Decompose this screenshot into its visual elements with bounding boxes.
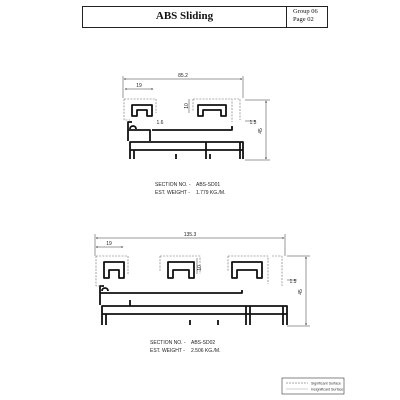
weight-value-2: 2.506 KG./M. xyxy=(191,348,221,354)
profile-abs-sd01 xyxy=(123,73,270,196)
profile-abs-sd02 xyxy=(95,232,310,354)
dim-height-2: 45 xyxy=(298,289,304,295)
dim-15-1: 1.5 xyxy=(249,120,257,126)
section-value-2: ABS-SD02 xyxy=(191,340,216,346)
dim-width-2: 135.3 xyxy=(183,232,197,238)
weight-label-2: EST. WEIGHT - xyxy=(150,348,185,354)
weight-label-1: EST. WEIGHT - xyxy=(155,190,190,196)
group-label: Group 06 xyxy=(293,8,318,15)
page-label: Page 02 xyxy=(293,15,314,23)
dim-19-2: 19 xyxy=(106,241,112,247)
profile-outline-2 xyxy=(100,262,287,325)
section-label-2: SECTION NO. - xyxy=(150,340,186,346)
weight-value-1: 1.779 KG./M. xyxy=(196,190,226,196)
profile-outline-1 xyxy=(128,105,243,159)
dim-width-1: 85.2 xyxy=(178,73,188,79)
dim-10-1: 10 xyxy=(184,103,190,109)
section-value-1: ABS-SD01 xyxy=(196,182,221,188)
dim-19-1: 19 xyxy=(136,83,142,89)
dim-10-2: 10 xyxy=(197,265,203,271)
dim-16-1: 1.6 xyxy=(156,120,164,126)
section-label-1: SECTION NO. - xyxy=(155,182,191,188)
legend-box xyxy=(282,378,344,394)
surface-legend xyxy=(282,378,344,394)
drawing-title: ABS Sliding xyxy=(155,10,214,22)
dim-15-2: 1.5 xyxy=(289,279,297,285)
legend-significant-label: Significant Surface xyxy=(311,381,341,386)
legend-insignificant-label: Insignificant Surface xyxy=(311,387,344,392)
dim-height-1: 45 xyxy=(258,128,264,134)
